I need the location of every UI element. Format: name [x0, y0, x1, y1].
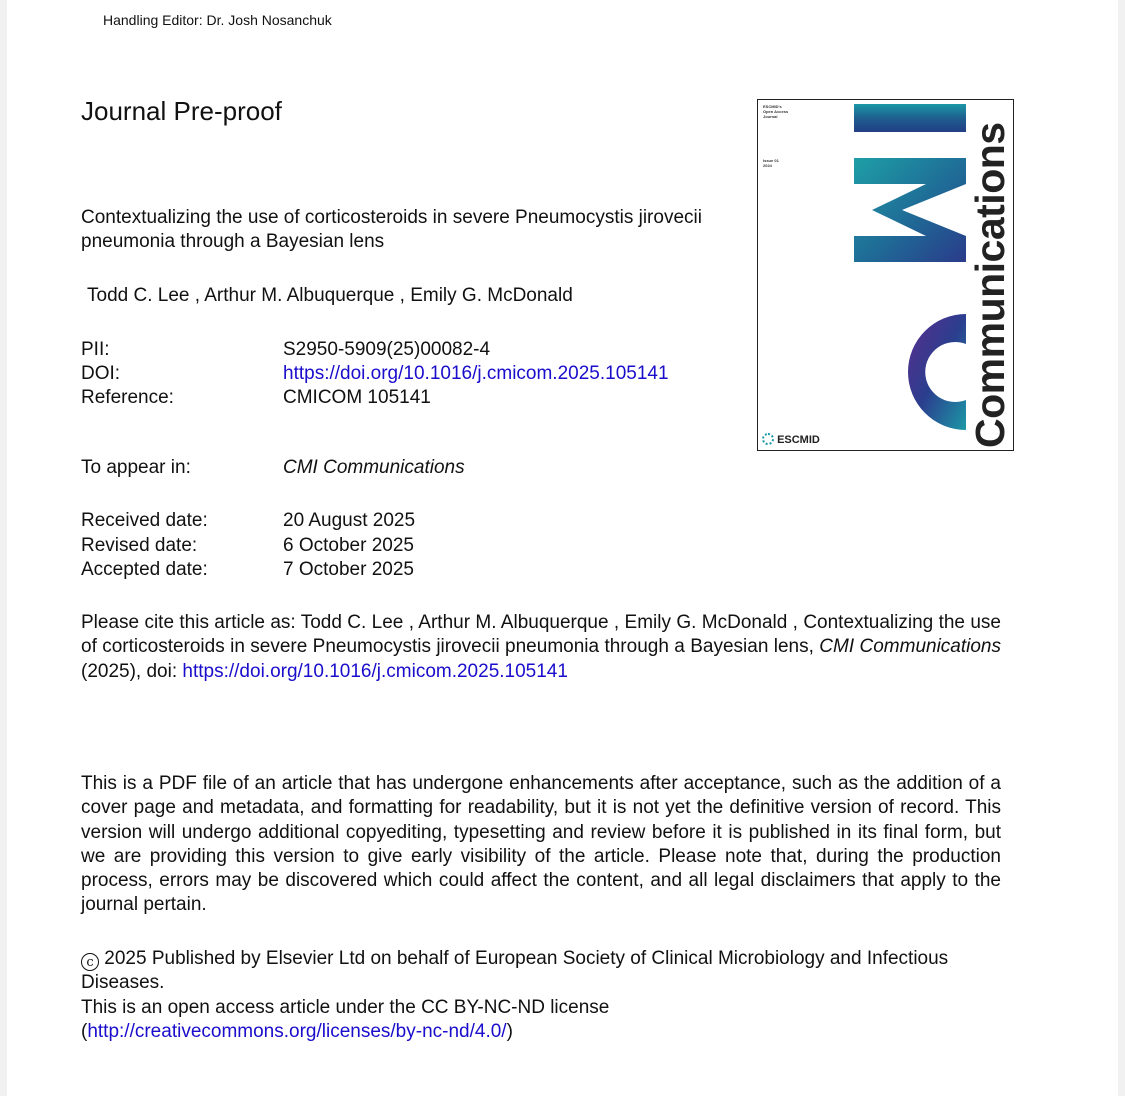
- appear-in-journal: CMI Communications: [283, 457, 465, 478]
- journal-pre-proof-heading: Journal Pre-proof: [81, 96, 282, 126]
- pii-label: PII:: [81, 339, 110, 360]
- article-title: Contextualizing the use of corticosteroids in severe Pneumocystis jirovecii pneumonia through a Bayesian lens: [81, 207, 702, 252]
- license-text: This is an open access article under the CC BY-NC-ND license: [81, 996, 610, 1018]
- handling-editor: Handling Editor: Dr. Josh Nosanchuk: [103, 12, 332, 28]
- doi-label: DOI:: [81, 363, 121, 384]
- pdf-page: [7, 0, 1118, 1096]
- cover-cmi-logo: [842, 100, 967, 450]
- received-label: Received date:: [81, 510, 208, 531]
- accepted-label: Accepted date:: [81, 559, 208, 580]
- citation-year: (2025), doi:: [81, 660, 183, 682]
- citation-doi-link[interactable]: https://doi.org/10.1016/j.cmicom.2025.105141: [182, 660, 568, 682]
- citation-paragraph: [81, 611, 1001, 684]
- reference-value: CMICOM 105141: [283, 387, 431, 408]
- journal-cover-image: [757, 99, 1014, 451]
- copyright-block: [81, 947, 1001, 1044]
- citation-journal: CMI Communications: [819, 636, 1002, 658]
- escmid-dots-icon: [762, 433, 774, 445]
- received-date: 20 August 2025: [283, 510, 416, 531]
- pii-value: S2950-5909(25)00082-4: [283, 339, 491, 360]
- copyright-text: 2025 Published by Elsevier Ltd on behalf of European Society of Clinical Microbiology and Infectious Diseases.: [81, 948, 949, 994]
- license-link[interactable]: http://creativecommons.org/licenses/by-nc-nd/4.0/: [87, 1020, 507, 1042]
- accepted-date: 7 October 2025: [283, 559, 414, 580]
- license-paren-open: (: [81, 1020, 88, 1042]
- doi-link[interactable]: https://doi.org/10.1016/j.cmicom.2025.105141: [283, 363, 669, 384]
- copyright-icon: c: [81, 953, 99, 971]
- revised-date: 6 October 2025: [283, 535, 414, 556]
- reference-label: Reference:: [81, 387, 174, 408]
- revised-label: Revised date:: [81, 535, 198, 556]
- preproof-notice: This is a PDF file of an article that has undergone enhancements after acceptance, such as the addition of a cover page and metadata, and formatting for readability, but it is not yet the definitive version of record. This version will undergo additional copyediting, typesetting and review before it is published in its final form, but we are providing this version to give early visibility of the article. Please note that, during the production process, errors may be discovered which could affect the content, and all legal disclaimers that apply to the journal pertain.: [81, 773, 1001, 916]
- cover-tagline: ESCMID's Open Access Journal: [763, 104, 789, 119]
- citation-text: Please cite this article as: Todd C. Lee , Arthur M. Albuquerque , Emily G. McDonald , Contextualizing the use of corticosteroids in severe Pneumocystis jirovecii pneumonia through a Bayesian lens,: [81, 612, 1001, 658]
- cover-society-logo: ESCMID: [762, 433, 820, 446]
- appear-in-label: To appear in:: [81, 457, 191, 478]
- cover-issue: Issue 01 2024: [763, 158, 779, 168]
- article-authors: Todd C. Lee , Arthur M. Albuquerque , Emily G. McDonald: [87, 285, 573, 306]
- cover-communications-word: Communications: [967, 122, 1013, 448]
- license-paren-close: ): [506, 1020, 513, 1042]
